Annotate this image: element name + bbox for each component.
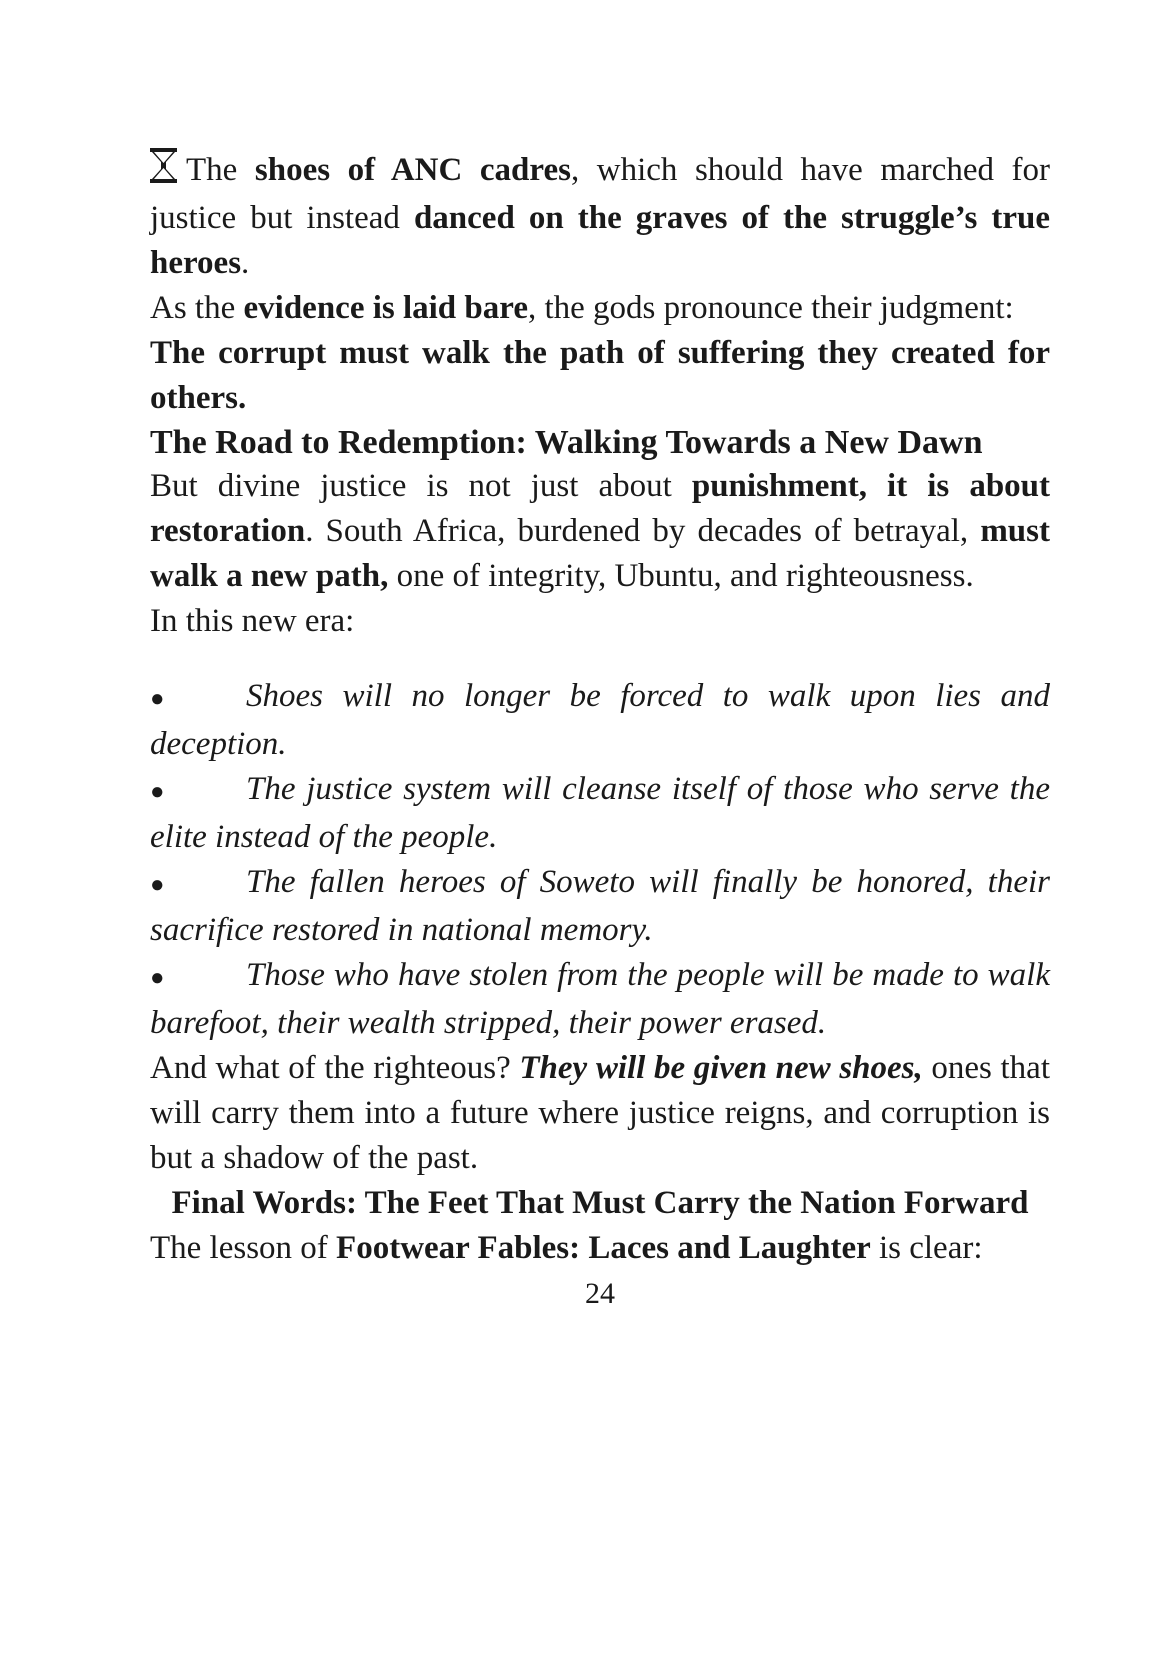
list-item xyxy=(150,674,1050,767)
paragraph-evidence xyxy=(150,286,1050,331)
text-run: The corrupt must walk the path of suffering they created for others. xyxy=(150,335,1050,416)
heading-road-to-redemption xyxy=(150,421,1050,464)
text-run: The xyxy=(186,152,255,188)
bullet-text: Those who have stolen from the people will be made to walk barefoot, their wealth stripped, their power erased. xyxy=(150,957,1050,1041)
heading-text: The Road to Redemption: Walking Towards a New Dawn xyxy=(150,424,983,461)
text-run: , the gods pronounce their judgment: xyxy=(527,290,1014,326)
bullet-icon: ● xyxy=(150,686,165,712)
paragraph-restoration xyxy=(150,464,1050,599)
text-run: The lesson of xyxy=(150,1230,337,1266)
paragraph-righteous xyxy=(150,1046,1050,1181)
paragraph-opening xyxy=(150,148,1050,286)
list-item xyxy=(150,767,1050,860)
page-number-text: 24 xyxy=(585,1277,615,1310)
bullet-text: The fallen heroes of Soweto will finally be honored, their sacrifice restored in national memory. xyxy=(150,864,1050,948)
paragraph-new-era xyxy=(150,599,1050,644)
heading-final-words xyxy=(150,1181,1050,1226)
text-run: one of integrity, Ubuntu, and righteousness. xyxy=(388,558,974,594)
page-number xyxy=(150,1271,1050,1316)
text-run: shoes of ANC cadres xyxy=(254,152,571,188)
bullet-icon: ● xyxy=(150,779,165,805)
text-run: In this new era: xyxy=(150,603,355,639)
text-run: evidence is laid bare xyxy=(243,290,528,326)
text-run: , which should have marched for justice but instead xyxy=(150,152,1051,236)
list-item xyxy=(150,860,1050,953)
text-run: . xyxy=(241,245,250,281)
bullet-icon: ● xyxy=(150,872,165,898)
text-run: ones that will carry them into a future where justice reigns, and corruption is but a shadow of the past. xyxy=(150,1050,1050,1176)
list-item xyxy=(150,953,1050,1046)
hourglass-icon xyxy=(150,148,177,196)
bullet-list xyxy=(150,674,1050,1046)
text-run: . South Africa, burdened by decades of betrayal, xyxy=(305,513,981,549)
text-run: punishment, it is about restoration xyxy=(150,468,1051,549)
bullet-text: Shoes will no longer be forced to walk upon lies and deception. xyxy=(150,678,1050,762)
heading-text: Final Words: The Feet That Must Carry the Nation Forward xyxy=(171,1185,1029,1221)
bullet-text: The justice system will cleanse itself of those who serve the elite instead of the people. xyxy=(150,771,1050,855)
paragraph-lesson xyxy=(150,1226,1050,1271)
text-run: is clear: xyxy=(870,1230,983,1266)
text-run: danced on the graves of the struggle’s true heroes xyxy=(150,200,1050,281)
text-run: Footwear Fables: Laces and Laughter xyxy=(336,1230,871,1266)
text-run: And what of the righteous? xyxy=(150,1050,520,1086)
text-run: But divine justice is not just about xyxy=(150,468,692,504)
text-run: As the xyxy=(150,290,244,326)
paragraph-judgment xyxy=(150,331,1050,421)
bullet-icon: ● xyxy=(150,965,165,991)
text-run: They will be given new shoes, xyxy=(519,1050,923,1086)
text-run: must walk a new path, xyxy=(150,513,1050,594)
